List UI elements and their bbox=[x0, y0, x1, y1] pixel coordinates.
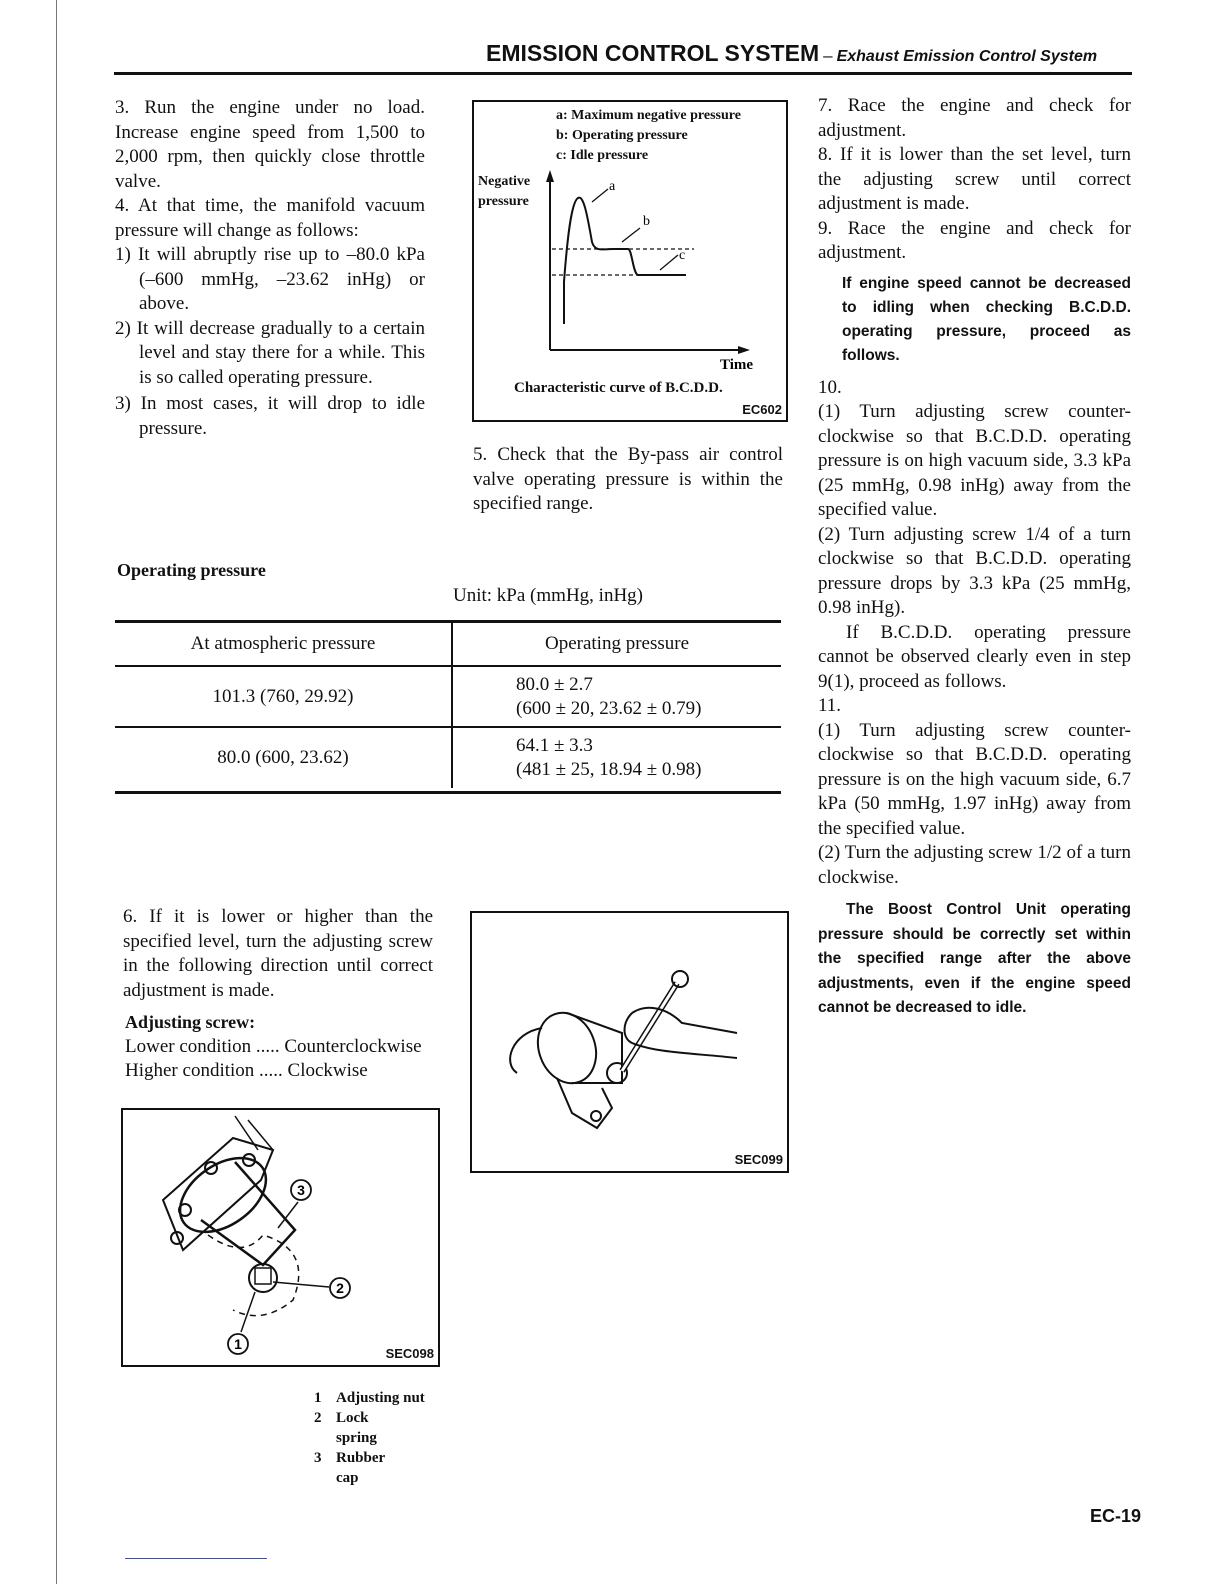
note-boost-control: The Boost Control Unit operating pressure should be correctly set within the specified range after the above adjustments, even if the engine speed cannot be decreased to idle. bbox=[818, 901, 1131, 1016]
screw-adjustment-figure bbox=[470, 911, 789, 1173]
left-column-text bbox=[115, 96, 425, 441]
bcu-illustration bbox=[123, 1110, 438, 1365]
table-bottom-rule bbox=[115, 791, 781, 794]
figure-code-sec098: SEC098 bbox=[385, 1346, 434, 1361]
unit-body bbox=[567, 1013, 622, 1083]
header-subtitle: Exhaust Emission Control System bbox=[836, 48, 1098, 65]
hose bbox=[510, 1028, 542, 1073]
operating-pressure-heading: Operating pressure bbox=[117, 560, 266, 580]
legend-item bbox=[314, 1408, 444, 1448]
header-title: EMISSION CONTROL SYSTEM bbox=[486, 40, 820, 66]
step-5: 5. Check that the By-pass air control valve operating pressure is within the specified range. bbox=[473, 444, 783, 514]
curve-label-c: c bbox=[679, 248, 686, 263]
curve-label-b: b bbox=[643, 214, 650, 229]
hand bbox=[625, 1008, 738, 1058]
step-11-1: (1) Turn adjusting screw counter-clockwise so that B.C.D.D. operating pressure is on the high vacuum side, 6.7 kPa (50 mmHg, 1.97 inHg) away from the specified value. bbox=[818, 719, 1131, 839]
row-2-operating-alt: (481 ± 25, 18.94 ± 0.98) bbox=[516, 759, 702, 780]
leader-b bbox=[622, 228, 640, 242]
step-10-3: If B.C.D.D. operating pressure cannot be observed clearly even in step 9(1), proceed as follows. bbox=[818, 621, 1131, 692]
table-unit: Unit: kPa (mmHg, inHg) bbox=[453, 585, 643, 606]
hand-wrench-illustration bbox=[472, 913, 787, 1171]
header-atmospheric: At atmospheric pressure bbox=[115, 623, 452, 666]
legend-c: c: Idle pressure bbox=[556, 148, 649, 163]
row-2-operating bbox=[452, 727, 781, 788]
legend-number: 3 bbox=[314, 1450, 322, 1466]
row-2-atmospheric: 80.0 (600, 23.62) bbox=[115, 727, 452, 788]
substep-3: 3) In most cases, it will drop to idle pressure. bbox=[115, 393, 425, 439]
row-1-atmospheric: 101.3 (760, 29.92) bbox=[115, 666, 452, 727]
header-dash: – bbox=[823, 46, 833, 65]
callout-3-number: 3 bbox=[297, 1182, 305, 1198]
chart-caption: Characteristic curve of B.C.D.D. bbox=[514, 380, 723, 396]
legend-label: Lock spring bbox=[336, 1410, 377, 1446]
chart-plot bbox=[474, 102, 786, 420]
step-9: 9. Race the engine and check for adjustment. bbox=[818, 217, 1131, 263]
higher-condition: Higher condition ..... Clockwise bbox=[125, 1060, 368, 1081]
y-label-line-1: Negative bbox=[478, 174, 531, 189]
page-header bbox=[486, 40, 1136, 67]
step-10-1: (1) Turn adjusting screw counter-clockwise so that B.C.D.D. operating pressure is on high vacuum side, 3.3 kPa (25 mmHg, 0.98 inHg) away from the specified value. bbox=[818, 401, 1131, 520]
step-8: 8. If it is lower than the set level, turn the adjusting screw until correct adjustment is made. bbox=[818, 144, 1131, 214]
table-row bbox=[115, 666, 781, 727]
legend-label: Rubber cap bbox=[336, 1450, 385, 1486]
y-axis-arrow bbox=[546, 170, 554, 182]
mount-bracket bbox=[557, 1078, 612, 1128]
step-4: 4. At that time, the manifold vacuum pressure will change as follows: bbox=[115, 195, 425, 241]
adjusting-screw-heading: Adjusting screw: bbox=[125, 1012, 256, 1032]
step-6: 6. If it is lower or higher than the specified level, turn the adjusting screw in the following direction until correct adjustment is made. bbox=[123, 906, 433, 1001]
step-10: 10. bbox=[818, 376, 842, 398]
adjusting-screw-block bbox=[125, 1010, 445, 1084]
callout-1-number: 1 bbox=[234, 1336, 242, 1352]
rubber-cap-dashed bbox=[208, 1235, 299, 1316]
legend-item bbox=[314, 1388, 444, 1408]
x-axis-label: Time bbox=[720, 357, 754, 373]
legend-label: Adjusting nut bbox=[336, 1390, 425, 1406]
callout-2-number: 2 bbox=[336, 1280, 344, 1296]
row-1-operating bbox=[452, 666, 781, 727]
leader-a bbox=[592, 189, 608, 202]
header-rule bbox=[114, 72, 1132, 75]
y-label-line-2: pressure bbox=[478, 194, 529, 209]
wrench-head bbox=[672, 971, 688, 987]
row-1-operating-kpa: 80.0 ± 2.7 bbox=[516, 673, 593, 695]
legend-b: b: Operating pressure bbox=[556, 128, 688, 143]
right-column-text bbox=[818, 94, 1131, 1021]
header-operating: Operating pressure bbox=[452, 623, 781, 666]
legend-number: 1 bbox=[314, 1390, 322, 1406]
row-1-operating-alt: (600 ± 20, 23.62 ± 0.79) bbox=[516, 697, 702, 719]
footer-rule bbox=[125, 1558, 267, 1559]
lock-spring-shape bbox=[255, 1268, 271, 1284]
substep-1: 1) It will abruptly rise up to –80.0 kPa (–600 mmHg, –23.62 inHg) or above. bbox=[115, 244, 425, 314]
legend-a: a: Maximum negative pressure bbox=[556, 108, 741, 123]
row-2-operating-kpa: 64.1 ± 3.3 bbox=[516, 735, 593, 756]
step-10-2: (2) Turn adjusting screw 1/4 of a turn clockwise so that B.C.D.D. operating pressure drops by 3.3 kPa (25 mmHg, 0.98 inHg). bbox=[818, 523, 1131, 618]
table-header-row bbox=[115, 623, 781, 666]
figure-code-sec099: SEC099 bbox=[734, 1152, 783, 1167]
bcdd-characteristic-figure bbox=[472, 100, 788, 422]
callout-2-leader bbox=[273, 1282, 329, 1287]
leader-c bbox=[660, 255, 678, 270]
step-11: 11. bbox=[818, 695, 842, 716]
step-7: 7. Race the engine and check for adjustment. bbox=[818, 95, 1131, 141]
legend-item bbox=[314, 1448, 444, 1488]
page-number: EC-19 bbox=[1090, 1506, 1142, 1526]
substep-2: 2) It will decrease gradually to a certain level and stay there for a while. This is so called operating pressure. bbox=[115, 317, 425, 388]
bracket-hole bbox=[591, 1111, 601, 1121]
page-edge-line bbox=[56, 0, 57, 1584]
note-idle-speed: If engine speed cannot be decreased to idling when checking B.C.D.D. operating pressure, proceed as follows. bbox=[842, 274, 1131, 364]
bcu-adjusting-nut-figure bbox=[121, 1108, 440, 1367]
unit-flange bbox=[528, 1005, 605, 1092]
step-11-2: (2) Turn the adjusting screw 1/2 of a turn clockwise. bbox=[818, 842, 1131, 888]
pressure-curve bbox=[564, 198, 686, 324]
wrench-handle-inner bbox=[622, 983, 677, 1071]
operating-pressure-table bbox=[115, 623, 781, 788]
legend-number: 2 bbox=[314, 1410, 322, 1426]
table-row bbox=[115, 727, 781, 788]
x-axis-arrow bbox=[738, 346, 750, 354]
parts-legend bbox=[314, 1388, 444, 1488]
curve-label-a: a bbox=[609, 179, 616, 194]
lower-condition: Lower condition ..... Counterclockwise bbox=[125, 1035, 422, 1057]
callout-1-leader bbox=[241, 1292, 255, 1332]
step-3: 3. Run the engine under no load. Increase engine speed from 1,500 to 2,000 rpm, then quickly close throttle valve. bbox=[115, 97, 425, 192]
figure-code-ec602: EC602 bbox=[742, 402, 782, 417]
